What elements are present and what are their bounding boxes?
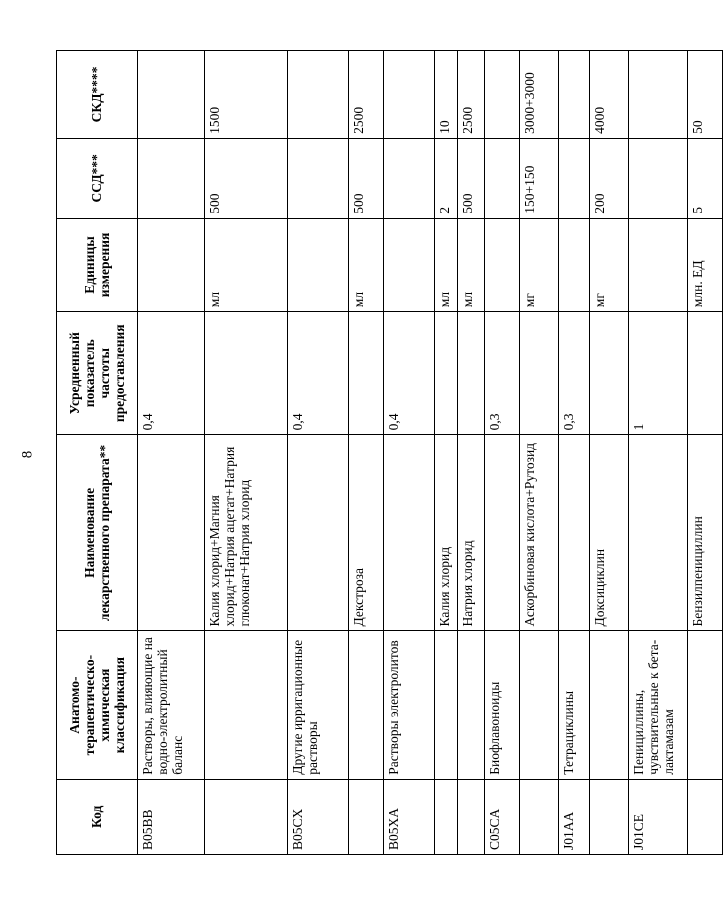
cell-drug <box>384 435 435 631</box>
header-ssd: ССД*** <box>57 138 138 218</box>
cell-code: B05XA <box>384 779 435 854</box>
cell-atc: Растворы электролитов <box>384 631 435 779</box>
cell-avg <box>590 312 629 435</box>
cell-unit <box>629 218 688 312</box>
cell-avg: 1 <box>629 312 688 435</box>
cell-avg <box>458 312 485 435</box>
cell-drug <box>138 435 205 631</box>
cell-atc: Другие ирригационные растворы <box>288 631 349 779</box>
cell-atc <box>520 631 559 779</box>
cell-ssd <box>138 138 205 218</box>
cell-atc: Пенициллины, чувствительные к бета-лактамазам <box>629 631 688 779</box>
cell-drug: Бензилпенициллин <box>688 435 723 631</box>
cell-drug <box>629 435 688 631</box>
rotated-page <box>56 50 705 855</box>
cell-unit: мл <box>349 218 384 312</box>
cell-ssd <box>384 138 435 218</box>
cell-code: J01AA <box>559 779 590 854</box>
table-row <box>349 51 384 855</box>
header-drug: Наименование лекарственного препарата** <box>57 435 138 631</box>
cell-avg: 0,3 <box>485 312 520 435</box>
cell-ssd: 2 <box>435 138 458 218</box>
table-row <box>629 51 688 855</box>
cell-avg <box>435 312 458 435</box>
table-row <box>520 51 559 855</box>
cell-unit <box>384 218 435 312</box>
cell-skd <box>288 51 349 139</box>
cell-unit: мг <box>590 218 629 312</box>
cell-unit <box>559 218 590 312</box>
table-row <box>205 51 288 855</box>
cell-avg: 0,3 <box>559 312 590 435</box>
header-skd: СКД**** <box>57 51 138 139</box>
cell-skd <box>629 51 688 139</box>
cell-avg: 0,4 <box>384 312 435 435</box>
cell-skd: 1500 <box>205 51 288 139</box>
cell-unit <box>138 218 205 312</box>
header-code: Код <box>57 779 138 854</box>
table-row <box>485 51 520 855</box>
cell-code: C05CA <box>485 779 520 854</box>
cell-ssd: 200 <box>590 138 629 218</box>
cell-ssd: 5 <box>688 138 723 218</box>
cell-avg <box>688 312 723 435</box>
table-row <box>688 51 723 855</box>
cell-code <box>435 779 458 854</box>
cell-skd <box>485 51 520 139</box>
table-row <box>458 51 485 855</box>
cell-code <box>590 779 629 854</box>
header-atc: Анатомо-терапевтическо-химическая классификация <box>57 631 138 779</box>
cell-ssd: 500 <box>205 138 288 218</box>
cell-skd: 2500 <box>349 51 384 139</box>
cell-code <box>349 779 384 854</box>
cell-skd <box>384 51 435 139</box>
table-row <box>590 51 629 855</box>
cell-atc: Биофлавоноиды <box>485 631 520 779</box>
cell-avg <box>349 312 384 435</box>
cell-atc: Тетрациклины <box>559 631 590 779</box>
cell-atc <box>458 631 485 779</box>
cell-ssd <box>629 138 688 218</box>
cell-unit: мл <box>435 218 458 312</box>
cell-ssd: 500 <box>349 138 384 218</box>
cell-ssd <box>559 138 590 218</box>
page-number: 8 <box>19 450 36 459</box>
cell-atc <box>435 631 458 779</box>
cell-avg <box>520 312 559 435</box>
cell-unit <box>485 218 520 312</box>
cell-unit: мл <box>205 218 288 312</box>
cell-skd: 10 <box>435 51 458 139</box>
cell-ssd <box>288 138 349 218</box>
cell-code: B05BB <box>138 779 205 854</box>
table-row <box>288 51 349 855</box>
cell-atc <box>590 631 629 779</box>
cell-code <box>458 779 485 854</box>
cell-skd: 3000+3000 <box>520 51 559 139</box>
cell-code <box>520 779 559 854</box>
cell-skd <box>559 51 590 139</box>
table-body <box>138 51 723 855</box>
cell-ssd: 150+150 <box>520 138 559 218</box>
cell-skd: 2500 <box>458 51 485 139</box>
cell-drug <box>288 435 349 631</box>
cell-drug: Аскорбиновая кислота+Рутозид <box>520 435 559 631</box>
cell-code: J01CE <box>629 779 688 854</box>
cell-avg: 0,4 <box>288 312 349 435</box>
cell-code: B05CX <box>288 779 349 854</box>
header-avg: Усредненный показатель частоты предоставления <box>57 312 138 435</box>
header-unit: Единицы измерения <box>57 218 138 312</box>
cell-drug: Декстроза <box>349 435 384 631</box>
cell-drug <box>485 435 520 631</box>
cell-unit: мл <box>458 218 485 312</box>
table-row <box>435 51 458 855</box>
table-header-row <box>57 51 138 855</box>
drug-table <box>56 50 723 855</box>
cell-atc <box>349 631 384 779</box>
cell-skd: 4000 <box>590 51 629 139</box>
cell-unit: млн. ЕД <box>688 218 723 312</box>
cell-drug <box>559 435 590 631</box>
cell-unit: мг <box>520 218 559 312</box>
cell-drug: Натрия хлорид <box>458 435 485 631</box>
table-row <box>138 51 205 855</box>
cell-atc: Растворы, влияющие на водно-электролитный баланс <box>138 631 205 779</box>
table-row <box>384 51 435 855</box>
cell-skd: 50 <box>688 51 723 139</box>
cell-drug: Калия хлорид <box>435 435 458 631</box>
cell-avg <box>205 312 288 435</box>
cell-drug: Калия хлорид+Магния хлорид+Натрия ацетат+Натрия глюконат+Натрия хлорид <box>205 435 288 631</box>
cell-atc <box>688 631 723 779</box>
cell-ssd: 500 <box>458 138 485 218</box>
cell-drug: Доксициклин <box>590 435 629 631</box>
table-row <box>559 51 590 855</box>
cell-code <box>205 779 288 854</box>
cell-skd <box>138 51 205 139</box>
cell-unit <box>288 218 349 312</box>
cell-atc <box>205 631 288 779</box>
cell-code <box>688 779 723 854</box>
cell-avg: 0,4 <box>138 312 205 435</box>
cell-ssd <box>485 138 520 218</box>
